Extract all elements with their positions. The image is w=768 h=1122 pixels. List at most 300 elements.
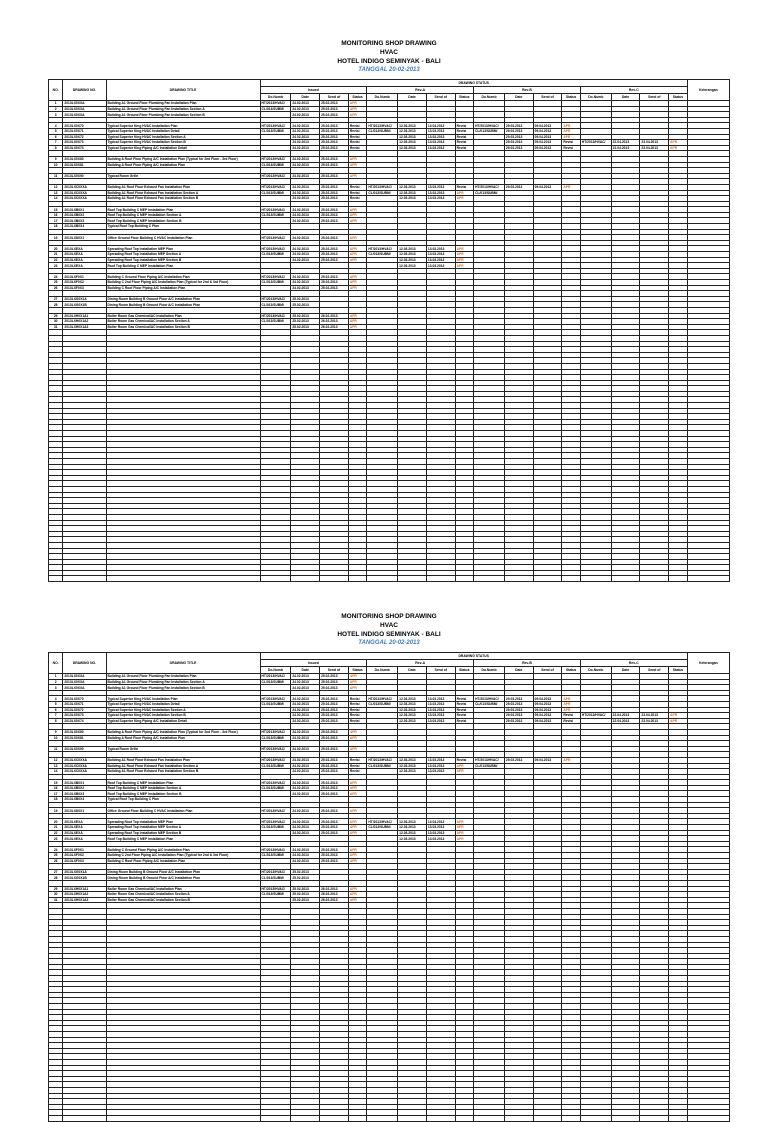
cell-title: Spreading Roof Top Installation MEP Section B xyxy=(106,830,260,836)
cell-dwg: 2013LX0XXA xyxy=(63,106,106,112)
cell-i2: 24.02.2013 xyxy=(291,128,320,134)
cell-i3: 25.02.2013 xyxy=(320,808,349,814)
cell-title: Building A1 Roof Floor Exhaust Fan Installation Section B xyxy=(106,769,260,775)
cell-title: Building A1 Roof Floor Exhaust Fan Installation Plan xyxy=(106,757,260,763)
cell-a2: 12.03.2013 xyxy=(398,713,427,719)
cell-i4: APR xyxy=(348,679,366,685)
cell-i2: 25.02.2013 xyxy=(291,897,320,903)
cell-a1: CL/013/SUBM/ xyxy=(367,763,398,769)
cell-dwg: 2013LXEXA xyxy=(63,830,106,836)
cell-c2: 22.04.2013 xyxy=(611,718,640,724)
cell-i4: APR xyxy=(348,746,366,752)
cell-title: Building A Roof Floor Piping A/C Installation Plan xyxy=(106,735,260,741)
col-doc-no: Do.Numb xyxy=(474,94,505,101)
cell-dwg: 2013LXF0X2 xyxy=(63,853,106,859)
cell-i1: HT/2013/HVAC/ xyxy=(260,235,291,241)
cell-a1: HT/2013/HVAC/ xyxy=(367,696,398,702)
cell-b4: Revisi xyxy=(562,145,580,151)
cell-i3: 25.02.2013 xyxy=(320,235,349,241)
cell-i3: 25.02.2013 xyxy=(320,696,349,702)
col-date: Date xyxy=(291,667,320,674)
cell-a2: 12.03.2013 xyxy=(398,263,427,269)
col-date: Date xyxy=(611,94,640,101)
cell-i1: HT/2013/HVAC/ xyxy=(260,184,291,190)
col-status: Status xyxy=(562,667,580,674)
cell-i3: 25.02.2013 xyxy=(320,735,349,741)
cell-b4: APR xyxy=(562,757,580,763)
cell-c1: HT/2013/HVAC/ xyxy=(580,713,611,719)
cell-a1: HT/2013/HVAC/ xyxy=(367,757,398,763)
cell-i2: 24.02.2013 xyxy=(291,112,320,118)
document-project: HOTEL INDIGO SEMINYAK - BALI xyxy=(337,631,441,639)
cell-title: Roof Top Building C MEP Installation Plan xyxy=(106,207,260,213)
cell-i3: 25.02.2013 xyxy=(320,246,349,252)
cell-a2: 12.03.2013 xyxy=(398,190,427,196)
cell-i3: 25.02.2013 xyxy=(320,257,349,263)
col-doc-no: Do.Numb xyxy=(260,94,291,101)
cell-b2: 29.03.2013 xyxy=(504,134,533,140)
cell-i1: HT/2013/HVAC/ xyxy=(260,207,291,213)
cell-title: Typical Superior King HVAC Installation Detail xyxy=(106,701,260,707)
drawing-table xyxy=(48,79,730,582)
cell-no: 3 xyxy=(49,685,63,691)
cell-i3: 25.02.2013 xyxy=(320,156,349,162)
cell-title: Typical Superior King HVAC Installation Section A xyxy=(106,134,260,140)
cell-no: 12 xyxy=(49,757,63,763)
cell-title: Spreading Roof Top Installation MEP Section A xyxy=(106,252,260,258)
cell-b4: APR xyxy=(562,696,580,702)
cell-a4: Revisi xyxy=(455,713,473,719)
cell-title: Building C Roof Floor Piping A/C Installation Plan xyxy=(106,285,260,291)
cell-title: Roof Top Building C MEP Installation Section B xyxy=(106,218,260,224)
cell-i4: APR xyxy=(348,685,366,691)
cell-a4: APR xyxy=(455,830,473,836)
cell-a4: Revisi xyxy=(455,718,473,724)
cell-i1: CL/013/SUBM/ xyxy=(260,128,291,134)
cell-c2: 22.04.2013 xyxy=(611,145,640,151)
cell-i4: APR xyxy=(348,808,366,814)
cell-a4: Revisi xyxy=(455,757,473,763)
cell-a3: 13.03.2013 xyxy=(426,128,455,134)
cell-i2: 25.02.2013 xyxy=(291,892,320,898)
cell-title: Building A1 Ground Floor Plumbing Fan Installation Section B xyxy=(106,685,260,691)
cell-no: 14 xyxy=(49,769,63,775)
sheet-1 xyxy=(48,40,730,582)
cell-b1: HT/2013/HVAC/ xyxy=(474,696,505,702)
cell-title: Boiler Room Gas Chemical/AC Installation Section B xyxy=(106,897,260,903)
cell-i2: 24.02.2013 xyxy=(291,785,320,791)
cell-title: Typical Room Grille xyxy=(106,173,260,179)
cell-i1: CL/013/SUBM/ xyxy=(260,853,291,859)
cell-a2: 12.03.2013 xyxy=(398,696,427,702)
cell-i1: HT/2013/HVAC/ xyxy=(260,819,291,825)
cell-dwg: 2013LX0X73 xyxy=(63,713,106,719)
cell-dwg: 2013LX0XXA xyxy=(63,101,106,107)
cell-i1: CL/013/SUBM/ xyxy=(260,735,291,741)
cell-i1: CL/013/SUBM/ xyxy=(260,701,291,707)
cell-no: 31 xyxy=(49,897,63,903)
cell-i2: 25.02.2013 xyxy=(291,875,320,881)
cell-i2: 24.02.2013 xyxy=(291,853,320,859)
cell-dwg: 2013LXEXA xyxy=(63,819,106,825)
cell-i3: 26.02.2013 xyxy=(320,886,349,892)
cell-no: 15 xyxy=(49,207,63,213)
cell-a1: CL/013/SUBM/ xyxy=(367,128,398,134)
cell-dwg: 2013LXB0X4 xyxy=(63,224,106,230)
cell-i4: Revisi xyxy=(348,145,366,151)
cell-title: Office Ground Floor Building C HVAC Installation Plan xyxy=(106,808,260,814)
cell-b2: 29.03.2013 xyxy=(504,707,533,713)
cell-title: Office Ground Floor Building C HVAC Installation Plan xyxy=(106,235,260,241)
col-send-of: Send of xyxy=(320,94,349,101)
cell-title: Building C 2nd Floor Piping A/C Installation Plan (Typical for 2nd & 3rd Floor) xyxy=(106,280,260,286)
col-doc-no: Do.Numb xyxy=(474,667,505,674)
cell-title: Roof Top Building C MEP Installation Plan xyxy=(106,780,260,786)
cell-i2: 24.02.2013 xyxy=(291,212,320,218)
cell-dwg: 2013LXC0XXA xyxy=(63,763,106,769)
cell-no: 4 xyxy=(49,123,63,129)
cell-a4: Revisi xyxy=(455,707,473,713)
cell-a1: CL/013/SUBM/ xyxy=(367,190,398,196)
cell-i4: APR xyxy=(348,207,366,213)
cell-b2: 29.03.2013 xyxy=(504,757,533,763)
col-drawing-title: DRAWING TITLE xyxy=(106,80,260,101)
cell-i1: HT/2013/HVAC/ xyxy=(260,869,291,875)
cell-a4: APR xyxy=(455,836,473,842)
cell-i4: APR xyxy=(348,112,366,118)
cell-i2: 24.02.2013 xyxy=(291,858,320,864)
cell-i2: 24.02.2013 xyxy=(291,196,320,202)
cell-a4: APR xyxy=(455,257,473,263)
cell-a3: 13.03.2013 xyxy=(426,757,455,763)
cell-a3: 13.03.2013 xyxy=(426,196,455,202)
cell-title: Roof Top Building C MEP Installation Section A xyxy=(106,785,260,791)
cell-dwg: 2013LXH0X1A1 xyxy=(63,313,106,319)
cell-i1: HT/2013/HVAC/ xyxy=(260,296,291,302)
cell-i4: Revisi xyxy=(348,184,366,190)
cell-i3: 25.02.2013 xyxy=(320,718,349,724)
cell-i3: 26.02.2013 xyxy=(320,319,349,325)
cell-a2: 12.03.2013 xyxy=(398,196,427,202)
cell-a4: APR xyxy=(455,246,473,252)
cell-a2: 12.03.2013 xyxy=(398,718,427,724)
cell-c3: 23.04.2013 xyxy=(640,140,669,146)
cell-i4: APR xyxy=(348,892,366,898)
cell-i4: APR xyxy=(348,324,366,330)
cell-no: 7 xyxy=(49,140,63,146)
cell-a3: 13.03.2013 xyxy=(426,257,455,263)
cell-a1: HT/2013/HVAC/ xyxy=(367,819,398,825)
cell-i1: HT/2013/HVAC/ xyxy=(260,313,291,319)
col-status: Status xyxy=(348,667,366,674)
cell-title: Boiler Room Gas Chemical/AC Installation Plan xyxy=(106,886,260,892)
cell-i4: APR xyxy=(348,162,366,168)
cell-title: Building A Roof Floor Piping A/C Installation Plan xyxy=(106,162,260,168)
cell-dwg: 2013LXF0X1 xyxy=(63,274,106,280)
cell-i2: 24.02.2013 xyxy=(291,735,320,741)
cell-i3: 25.02.2013 xyxy=(320,190,349,196)
cell-a1: CL/013/SUBM/ xyxy=(367,701,398,707)
cell-i1: CL/013/SUBM/ xyxy=(260,319,291,325)
cell-no: 5 xyxy=(49,701,63,707)
cell-no: 26 xyxy=(49,858,63,864)
cell-i2: 24.02.2013 xyxy=(291,207,320,213)
cell-no: 21 xyxy=(49,252,63,258)
cell-dwg: 2013LXC0XXA xyxy=(63,184,106,190)
cell-title: Building C Ground Floor Piping A/C Installation Plan xyxy=(106,847,260,853)
cell-no: 9 xyxy=(49,156,63,162)
cell-i4: APR xyxy=(348,729,366,735)
cell-c4: APR xyxy=(669,145,688,151)
cell-i3: 25.02.2013 xyxy=(320,140,349,146)
cell-dwg: 2013LX0X90 xyxy=(63,173,106,179)
cell-i2: 24.02.2013 xyxy=(291,746,320,752)
cell-i2: 24.02.2013 xyxy=(291,235,320,241)
cell-i2: 24.02.2013 xyxy=(291,763,320,769)
col-no: NO. xyxy=(49,80,63,101)
cell-no: 13 xyxy=(49,190,63,196)
cell-title: Dining Room Building B Ground Floor A/C Installation Plan xyxy=(106,869,260,875)
cell-i4: APR xyxy=(348,897,366,903)
cell-c3: 23.04.2013 xyxy=(640,718,669,724)
cell-dwg: 2013LX0X70 xyxy=(63,696,106,702)
sheet-2 xyxy=(48,613,730,1122)
cell-no: 20 xyxy=(49,246,63,252)
cell-title: Building A1 Ground Floor Plumbing Fan Installation Section A xyxy=(106,679,260,685)
cell-i1: CL/013/SUBM/ xyxy=(260,190,291,196)
cell-i4: APR xyxy=(348,101,366,107)
cell-a4: Revisi xyxy=(455,696,473,702)
col-remarks: Keterangan xyxy=(687,653,729,674)
cell-i3: 25.02.2013 xyxy=(320,847,349,853)
cell-a2: 12.03.2013 xyxy=(398,123,427,129)
cell-c4: APR xyxy=(669,140,688,146)
cell-b2: 29.03.2013 xyxy=(504,128,533,134)
cell-i3: 25.02.2013 xyxy=(320,763,349,769)
cell-i2: 25.02.2013 xyxy=(291,302,320,308)
cell-i2: 24.02.2013 xyxy=(291,679,320,685)
cell-i4: Revisi xyxy=(348,757,366,763)
cell-no: 18 xyxy=(49,797,63,803)
cell-dwg: 2013LX0X90 xyxy=(63,746,106,752)
cell-a4: APR xyxy=(455,763,473,769)
cell-no: 19 xyxy=(49,235,63,241)
cell-b2: 29.03.2013 xyxy=(504,140,533,146)
cell-no: 26 xyxy=(49,285,63,291)
cell-a1: HT/2013/HVAC/ xyxy=(367,184,398,190)
document-project: HOTEL INDIGO SEMINYAK - BALI xyxy=(337,58,441,66)
cell-i1: HT/2013/HVAC/ xyxy=(260,123,291,129)
cell-i2: 24.02.2013 xyxy=(291,162,320,168)
cell-i3: 25.02.2013 xyxy=(320,128,349,134)
cell-i2: 24.02.2013 xyxy=(291,757,320,763)
cell-i4: APR xyxy=(348,280,366,286)
cell-i1: CL/013/SUBM/ xyxy=(260,892,291,898)
cell-title: Typical Superior King HVAC Installation Detail xyxy=(106,128,260,134)
cell-a2: 12.03.2013 xyxy=(398,825,427,831)
cell-i3: 25.02.2013 xyxy=(320,280,349,286)
col-drawing-status: DRAWING STATUS xyxy=(260,80,687,87)
cell-i2: 24.02.2013 xyxy=(291,101,320,107)
cell-i2: 24.02.2013 xyxy=(291,819,320,825)
cell-i4: APR xyxy=(348,791,366,797)
cell-i4: APR xyxy=(348,853,366,859)
col-no: NO. xyxy=(49,653,63,674)
cell-i3: 26.02.2013 xyxy=(320,897,349,903)
cell-i1: CL/013/SUBM/ xyxy=(260,212,291,218)
cell-dwg: 2013LXH0X1A3 xyxy=(63,897,106,903)
cell-i1: HT/2013/HVAC/ xyxy=(260,274,291,280)
cell-no: 25 xyxy=(49,280,63,286)
cell-no: 8 xyxy=(49,718,63,724)
empty-row xyxy=(49,1115,730,1121)
cell-i3: 25.02.2013 xyxy=(320,757,349,763)
cell-dwg: 2013LX0XXA xyxy=(63,674,106,680)
cell-b4: Revisi xyxy=(562,140,580,146)
cell-dwg: 2013LXG0X1B xyxy=(63,302,106,308)
cell-i3: 25.02.2013 xyxy=(320,785,349,791)
cell-dwg: 2013LXEXA xyxy=(63,252,106,258)
cell-a4: APR xyxy=(455,190,473,196)
cell-dwg: 2013LXEXA xyxy=(63,836,106,842)
cell-a3: 13.03.2013 xyxy=(426,825,455,831)
cell-no: 30 xyxy=(49,319,63,325)
cell-i3: 25.02.2013 xyxy=(320,106,349,112)
cell-b3: 09.04.2013 xyxy=(533,713,562,719)
cell-i1: CL/013/SUBM/ xyxy=(260,106,291,112)
cell-i3: 25.02.2013 xyxy=(320,729,349,735)
cell-no: 4 xyxy=(49,696,63,702)
cell-a2: 12.03.2013 xyxy=(398,701,427,707)
cell-dwg: 2013LXG0X1A xyxy=(63,869,106,875)
col-date: Date xyxy=(611,667,640,674)
cell-b4: APR xyxy=(562,184,580,190)
col-status: Status xyxy=(669,667,688,674)
cell-b1: CL/013/SUBM/ xyxy=(474,701,505,707)
col-drawing-no: DRAWING NO. xyxy=(63,653,106,674)
col-send-of: Send of xyxy=(640,94,669,101)
cell-title: Building A1 Roof Floor Exhaust Fan Installation Section B xyxy=(106,196,260,202)
cell-i3: 25.02.2013 xyxy=(320,212,349,218)
cell-i3: 25.02.2013 xyxy=(320,112,349,118)
cell-no: 3 xyxy=(49,112,63,118)
cell-i3: 25.02.2013 xyxy=(320,101,349,107)
col-send-of: Send of xyxy=(320,667,349,674)
cell-b3: 09.04.2013 xyxy=(533,140,562,146)
col-send-of: Send of xyxy=(426,94,455,101)
cell-no: 1 xyxy=(49,674,63,680)
cell-b3: 09.04.2013 xyxy=(533,184,562,190)
cell-b1: HT/2013/HVAC/ xyxy=(474,184,505,190)
cell-title: Roof Top Building C MEP Installation Plan xyxy=(106,263,260,269)
cell-a2: 12.03.2013 xyxy=(398,252,427,258)
cell-i3: 25.02.2013 xyxy=(320,679,349,685)
cell-i2: 24.02.2013 xyxy=(291,769,320,775)
cell-title: Building A Roof Floor Piping A/C Installation Plan (Typical for 2nd Floor - 3rd Floor) xyxy=(106,729,260,735)
col-rev-a: Rev-A xyxy=(367,87,474,94)
cell-i1: CL/013/SUBM/ xyxy=(260,162,291,168)
cell-title: Roof Top Building C MEP Installation Plan xyxy=(106,836,260,842)
cell-title: Spreading Roof Top Installation MEP Plan xyxy=(106,819,260,825)
col-status: Status xyxy=(562,94,580,101)
cell-i4: APR xyxy=(348,156,366,162)
cell-no: 22 xyxy=(49,830,63,836)
cell-i3: 25.02.2013 xyxy=(320,713,349,719)
cell-title: Building A1 Ground Floor Plumbing Fan Installation Section B xyxy=(106,112,260,118)
cell-a2: 12.03.2013 xyxy=(398,769,427,775)
cell-i4: APR xyxy=(348,858,366,864)
cell-i1: CL/013/SUBM/ xyxy=(260,875,291,881)
cell-i4: APR xyxy=(348,218,366,224)
cell-b4: APR xyxy=(562,701,580,707)
cell-a2: 12.03.2013 xyxy=(398,836,427,842)
cell-i4: APR xyxy=(348,173,366,179)
cell-b3: 09.04.2013 xyxy=(533,128,562,134)
cell-b3: 09.04.2013 xyxy=(533,696,562,702)
cell-title: Building A1 Ground Floor Plumbing Fan Installation Section A xyxy=(106,106,260,112)
cell-a4: Revisi xyxy=(455,123,473,129)
cell-i3: 25.02.2013 xyxy=(320,746,349,752)
cell-i3: 25.02.2013 xyxy=(320,145,349,151)
cell-a3: 13.03.2013 xyxy=(426,263,455,269)
cell-b1: HT/2013/HVAC/ xyxy=(474,757,505,763)
col-date: Date xyxy=(398,94,427,101)
col-rev-c: Rev-C xyxy=(580,87,687,94)
cell-title: Typical Superior King HVAC Installation Section B xyxy=(106,140,260,146)
cell-b1: CL/013/SUBM/ xyxy=(474,128,505,134)
cell-i4: Revisi xyxy=(348,713,366,719)
cell-a4: APR xyxy=(455,263,473,269)
cell-a3: 13.03.2013 xyxy=(426,145,455,151)
cell-i2: 24.02.2013 xyxy=(291,808,320,814)
cell-a3: 13.03.2013 xyxy=(426,836,455,842)
cell-i4: APR xyxy=(348,847,366,853)
cell-b2: 29.03.2013 xyxy=(504,145,533,151)
cell-i4: APR xyxy=(348,212,366,218)
col-send-of: Send of xyxy=(533,94,562,101)
cell-i3: 25.02.2013 xyxy=(320,791,349,797)
cell-dwg: 2013LXG0X1B xyxy=(63,875,106,881)
cell-a3: 13.03.2013 xyxy=(426,830,455,836)
cell-dwg: 2013LXB0X4 xyxy=(63,797,106,803)
cell-dwg: 2013LX0X71 xyxy=(63,701,106,707)
cell-i1: HT/2013/HVAC/ xyxy=(260,746,291,752)
cell-b2: 29.03.2013 xyxy=(504,696,533,702)
cell-i4: APR xyxy=(348,285,366,291)
cell-i2: 25.02.2013 xyxy=(291,869,320,875)
cell-dwg: 2013LXD0X1 xyxy=(63,235,106,241)
cell-i4: Revisi xyxy=(348,123,366,129)
cell-no: 27 xyxy=(49,869,63,875)
cell-i2: 24.02.2013 xyxy=(291,123,320,129)
cell-title: Boiler Room Gas Chemical/AC Installation Section A xyxy=(106,319,260,325)
cell-i4: Revisi xyxy=(348,140,366,146)
cell-dwg: 2013LXC0XXA xyxy=(63,757,106,763)
cell-no: 8 xyxy=(49,145,63,151)
col-doc-no: Do.Numb xyxy=(260,667,291,674)
cell-a3: 13.03.2013 xyxy=(426,140,455,146)
cell-no: 2 xyxy=(49,679,63,685)
cell-i2: 24.02.2013 xyxy=(291,246,320,252)
cell-i2: 24.02.2013 xyxy=(291,252,320,258)
cell-a2: 12.03.2013 xyxy=(398,140,427,146)
cell-i3: 25.02.2013 xyxy=(320,830,349,836)
cell-no: 11 xyxy=(49,746,63,752)
cell-b2: 29.03.2013 xyxy=(504,184,533,190)
cell-i3: 25.02.2013 xyxy=(320,207,349,213)
cell-a3: 13.03.2013 xyxy=(426,246,455,252)
cell-a3: 13.03.2013 xyxy=(426,190,455,196)
